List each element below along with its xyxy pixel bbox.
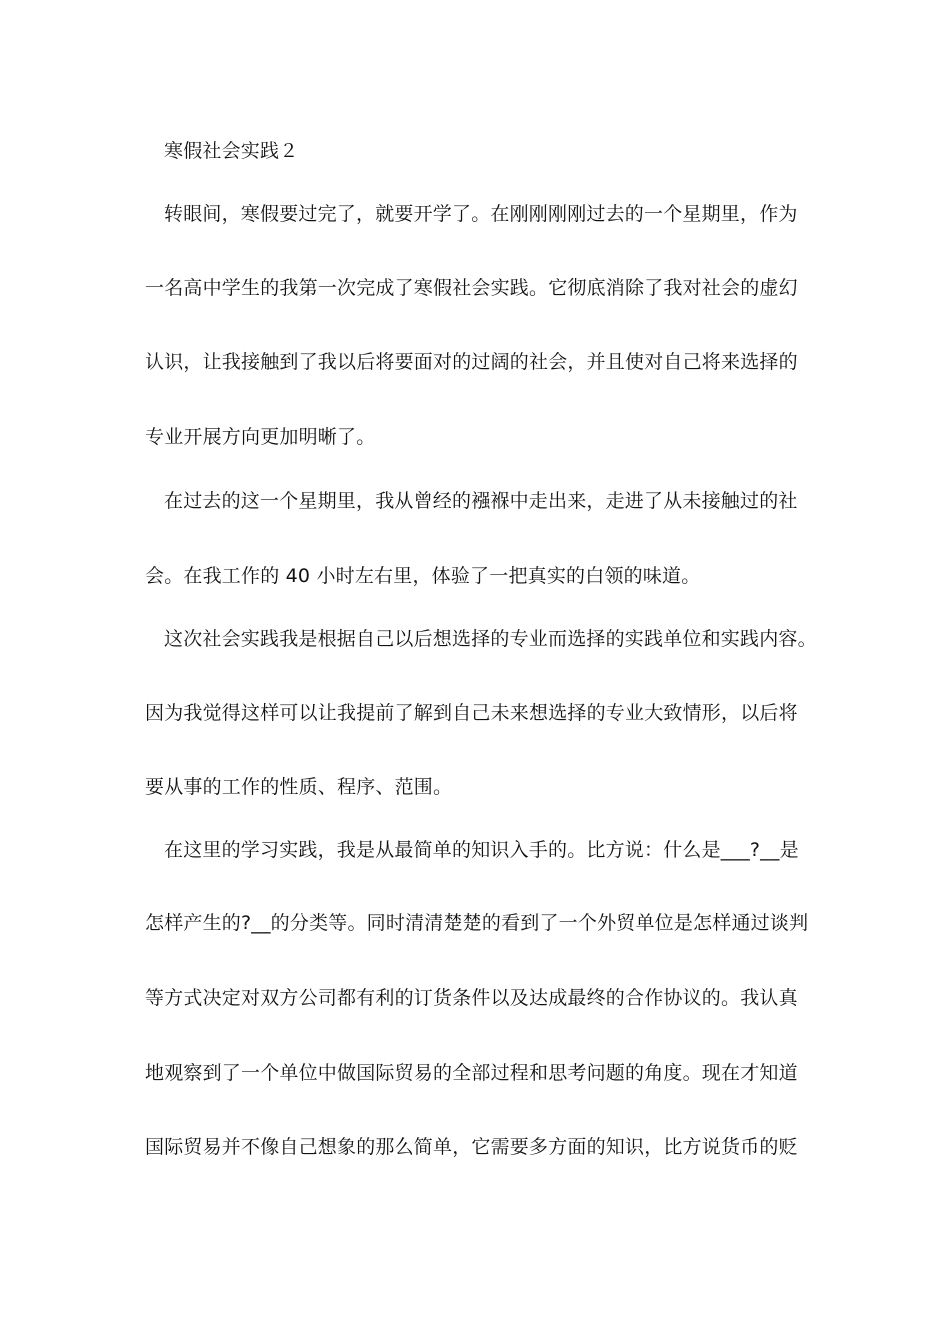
- paragraph-line: 等方式决定对双方公司都有利的订货条件以及达成最终的合作协议的。我认真: [145, 987, 798, 1009]
- paragraph-line: 会。在我工作的 40 小时左右里，体验了一把真实的白领的味道。: [145, 565, 701, 587]
- paragraph-line: 专业开展方向更加明晰了。: [145, 426, 376, 448]
- paragraph-line: 因为我觉得这样可以让我提前了解到自己未来想选择的专业大致情形，以后将: [145, 702, 798, 724]
- paragraph-line: 认识，让我接触到了我以后将要面对的过阔的社会，并且使对自己将来选择的: [145, 351, 798, 373]
- paragraph-line: 转眼间，寒假要过完了，就要开学了。在刚刚刚刚过去的一个星期里，作为: [164, 203, 798, 225]
- paragraph-line: 这次社会实践我是根据自己以后想选择的专业而选择的实践单位和实践内容。: [164, 628, 817, 650]
- paragraph-line: 国际贸易并不像自己想象的那么简单，它需要多方面的知识，比方说货币的贬: [145, 1136, 798, 1158]
- paragraph-line: 在过去的这一个星期里，我从曾经的襁褓中走出来，走进了从未接触过的社: [164, 490, 798, 512]
- paragraph-line: 在这里的学习实践，我是从最简单的知识入手的。比方说：什么是___?__是: [164, 839, 799, 861]
- paragraph-line: 一名高中学生的我第一次完成了寒假社会实践。它彻底消除了我对社会的虚幻: [145, 277, 798, 299]
- paragraph-line: 怎样产生的?__的分类等。同时清清楚楚的看到了一个外贸单位是怎样通过谈判: [145, 912, 809, 934]
- paragraph-line: 地观察到了一个单位中做国际贸易的全部过程和思考问题的角度。现在才知道: [145, 1062, 798, 1084]
- section-title: 寒假社会实践２: [164, 140, 299, 162]
- paragraph-line: 要从事的工作的性质、程序、范围。: [145, 776, 453, 798]
